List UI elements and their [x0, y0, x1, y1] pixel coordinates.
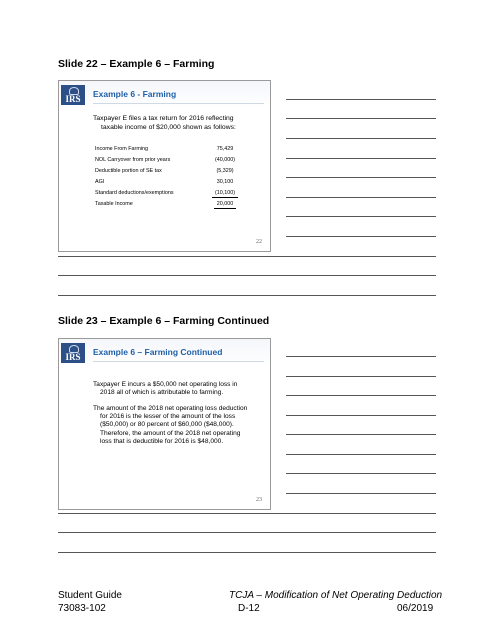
table-row: [95, 143, 245, 154]
table-row: [95, 176, 245, 187]
table-row: [95, 165, 245, 176]
table-row: [95, 198, 245, 209]
slide-23-thumbnail: [58, 338, 271, 510]
intro-line-2: taxable income of $20,000 shown as follows:: [101, 123, 236, 131]
slide-23-title: Example 6 – Farming Continued: [93, 347, 223, 357]
note-line: [286, 454, 436, 455]
footer-date: 06/2019: [397, 603, 434, 614]
farming-income-table: [95, 143, 245, 209]
slide-22-thumbnail: [58, 80, 271, 252]
note-line: [286, 158, 436, 159]
note-line: [286, 236, 436, 237]
note-line: [286, 177, 436, 178]
note-line: [286, 216, 436, 217]
table-row: [95, 154, 245, 165]
row-value-text: 20,000: [214, 201, 237, 209]
row-value: 30,100: [216, 178, 234, 185]
footer-course-number: 73083-102: [58, 603, 106, 614]
para-2-line-3: ($50,000) or 80 percent of $60,000 ($48,000).: [100, 421, 234, 429]
para-2-line-5: loss that is deductible for 2016 is $48,000.: [100, 437, 224, 445]
table-row: [95, 187, 245, 198]
row-label: Taxable Income: [95, 200, 133, 207]
slide-22-title: Example 6 - Farming: [93, 89, 177, 99]
para-2-line-4: Therefore, the amount of the 2018 net operating: [100, 429, 241, 437]
para-1-line-2: 2018 all of which is attributable to farming.: [100, 389, 224, 397]
note-line: [286, 118, 436, 119]
slide-23-heading: Slide 23 – Example 6 – Farming Continued: [58, 315, 270, 327]
para-2-line-2: for 2016 is the lesser of the amount of the loss: [100, 413, 236, 421]
note-line: [286, 197, 436, 198]
note-line: [58, 532, 436, 533]
note-line: [286, 434, 436, 435]
row-label: Income From Farming: [95, 145, 149, 152]
row-label: NOL Carryover from prior years: [95, 156, 171, 163]
slide-page-number: 22: [256, 239, 262, 245]
note-line: [286, 376, 436, 377]
row-value-text: (10,100): [212, 190, 238, 198]
title-divider: [93, 361, 264, 362]
note-line: [58, 256, 436, 257]
note-line: [286, 356, 436, 357]
title-divider: [93, 103, 264, 104]
note-line: [286, 99, 436, 100]
slide-23-paragraph-1: [93, 381, 265, 397]
row-value: 75,429: [216, 145, 234, 152]
footer-page-number: D-12: [238, 603, 260, 614]
row-value: [205, 198, 245, 209]
irs-logo-icon: IRS: [61, 343, 85, 363]
note-line: [58, 552, 436, 553]
para-1-line-1: Taxpayer E incurs a $50,000 net operating loss in: [93, 381, 238, 388]
row-value: (40,000): [214, 156, 236, 163]
footer-module-title: TCJA – Modification of Net Operating Deduction: [229, 590, 443, 601]
note-line: [286, 395, 436, 396]
slide-22-heading: Slide 22 – Example 6 – Farming: [58, 58, 215, 70]
slide-page-number: 23: [256, 497, 262, 503]
note-line: [286, 415, 436, 416]
note-line: [58, 295, 436, 296]
slide-22-intro: [93, 115, 263, 132]
note-line: [58, 513, 436, 514]
row-value: (5,329): [216, 167, 234, 174]
note-line: [58, 275, 436, 276]
row-label: Deductible portion of SE tax: [95, 167, 162, 174]
row-label: Standard deductions/exemptions: [95, 189, 174, 196]
note-line: [286, 493, 436, 494]
row-label: AGI: [95, 178, 105, 185]
irs-logo-icon: IRS: [61, 85, 85, 105]
slide-23-paragraph-2: [93, 405, 265, 446]
footer-guide-title: Student Guide: [58, 590, 122, 601]
intro-line-1: Taxpayer E files a tax return for 2016 reflecting: [93, 115, 234, 122]
para-2-line-1: The amount of the 2018 net operating loss deduction: [93, 405, 248, 412]
row-value: [205, 187, 245, 198]
note-line: [286, 473, 436, 474]
note-line: [286, 138, 436, 139]
